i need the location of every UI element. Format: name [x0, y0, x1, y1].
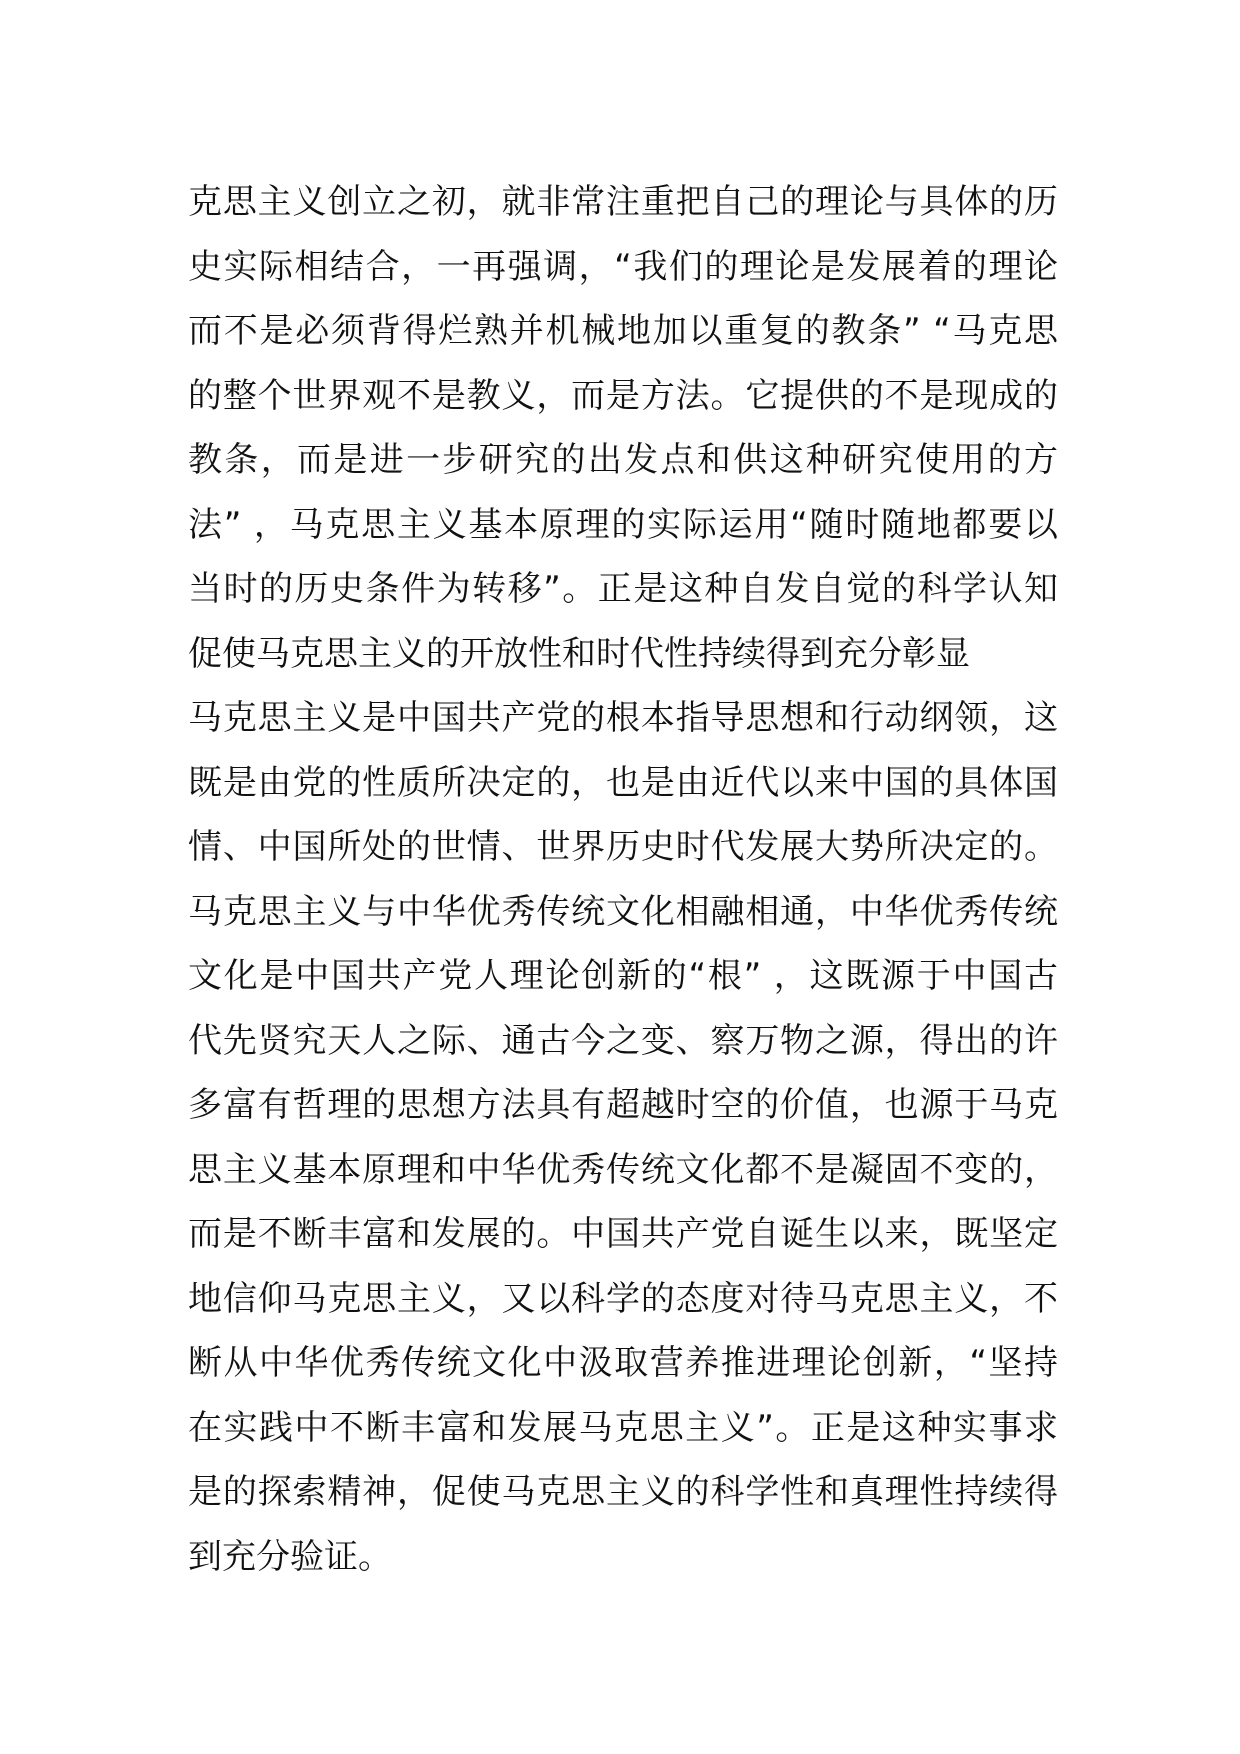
text-line: 既是由党的性质所决定的，也是由近代以来中国的具体国 — [188, 762, 1058, 803]
text-line: 思主义基本原理和中华优秀传统文化都不是凝固不变的， — [188, 1149, 1058, 1190]
paragraph-3 — [188, 880, 1058, 1590]
text-line: 当时的历史条件为转移”。正是这种自发自觉的科学认知 — [188, 569, 1058, 609]
text-line: 断从中华优秀传统文化中汲取营养推进理论创新，“坚持 — [188, 1343, 1058, 1383]
paragraph-2 — [188, 686, 1058, 880]
paragraph-1 — [188, 170, 1058, 686]
text-line: 促使马克思主义的开放性和时代性持续得到充分彰显 — [188, 633, 970, 674]
text-line: 而是不断丰富和发展的。中国共产党自诞生以来，既坚定 — [188, 1214, 1058, 1254]
text-line: 克思主义创立之初，就非常注重把自己的理论与具体的历 — [188, 182, 1058, 222]
text-line: 在实践中不断丰富和发展马克思主义”。正是这种实事求 — [188, 1407, 1058, 1448]
text-line: 多富有哲理的思想方法具有超越时空的价值，也源于马克 — [188, 1085, 1058, 1125]
text-line: 是的探索精神，促使马克思主义的科学性和真理性持续得 — [188, 1472, 1058, 1512]
text-line: 马克思主义是中国共产党的根本指导思想和行动纲领，这 — [188, 698, 1058, 738]
text-line: 教条，而是进一步研究的出发点和供这种研究使用的方 — [188, 440, 1058, 480]
text-line: 代先贤究天人之际、通古今之变、察万物之源，得出的许 — [188, 1020, 1058, 1061]
text-line: 到充分验证。 — [188, 1536, 392, 1577]
text-line: 史实际相结合，一再强调，“我们的理论是发展着的理论 — [188, 246, 1058, 287]
text-line: 文化是中国共产党人理论创新的“根” ，这既源于中国古 — [188, 956, 1058, 996]
text-line: 而不是必须背得烂熟并机械地加以重复的教条” “马克思 — [188, 311, 1058, 351]
text-line: 法” ，马克思主义基本原理的实际运用“随时随地都要以 — [188, 504, 1058, 545]
text-line: 情、中国所处的世情、世界历史时代发展大势所决定的。 — [188, 827, 1058, 867]
text-line: 地信仰马克思主义，又以科学的态度对待马克思主义，不 — [188, 1278, 1058, 1319]
text-line: 的整个世界观不是教义，而是方法。它提供的不是现成的 — [188, 375, 1058, 416]
text-line: 马克思主义与中华优秀传统文化相融相通，中华优秀传统 — [188, 891, 1058, 932]
document-body — [188, 170, 1058, 1589]
